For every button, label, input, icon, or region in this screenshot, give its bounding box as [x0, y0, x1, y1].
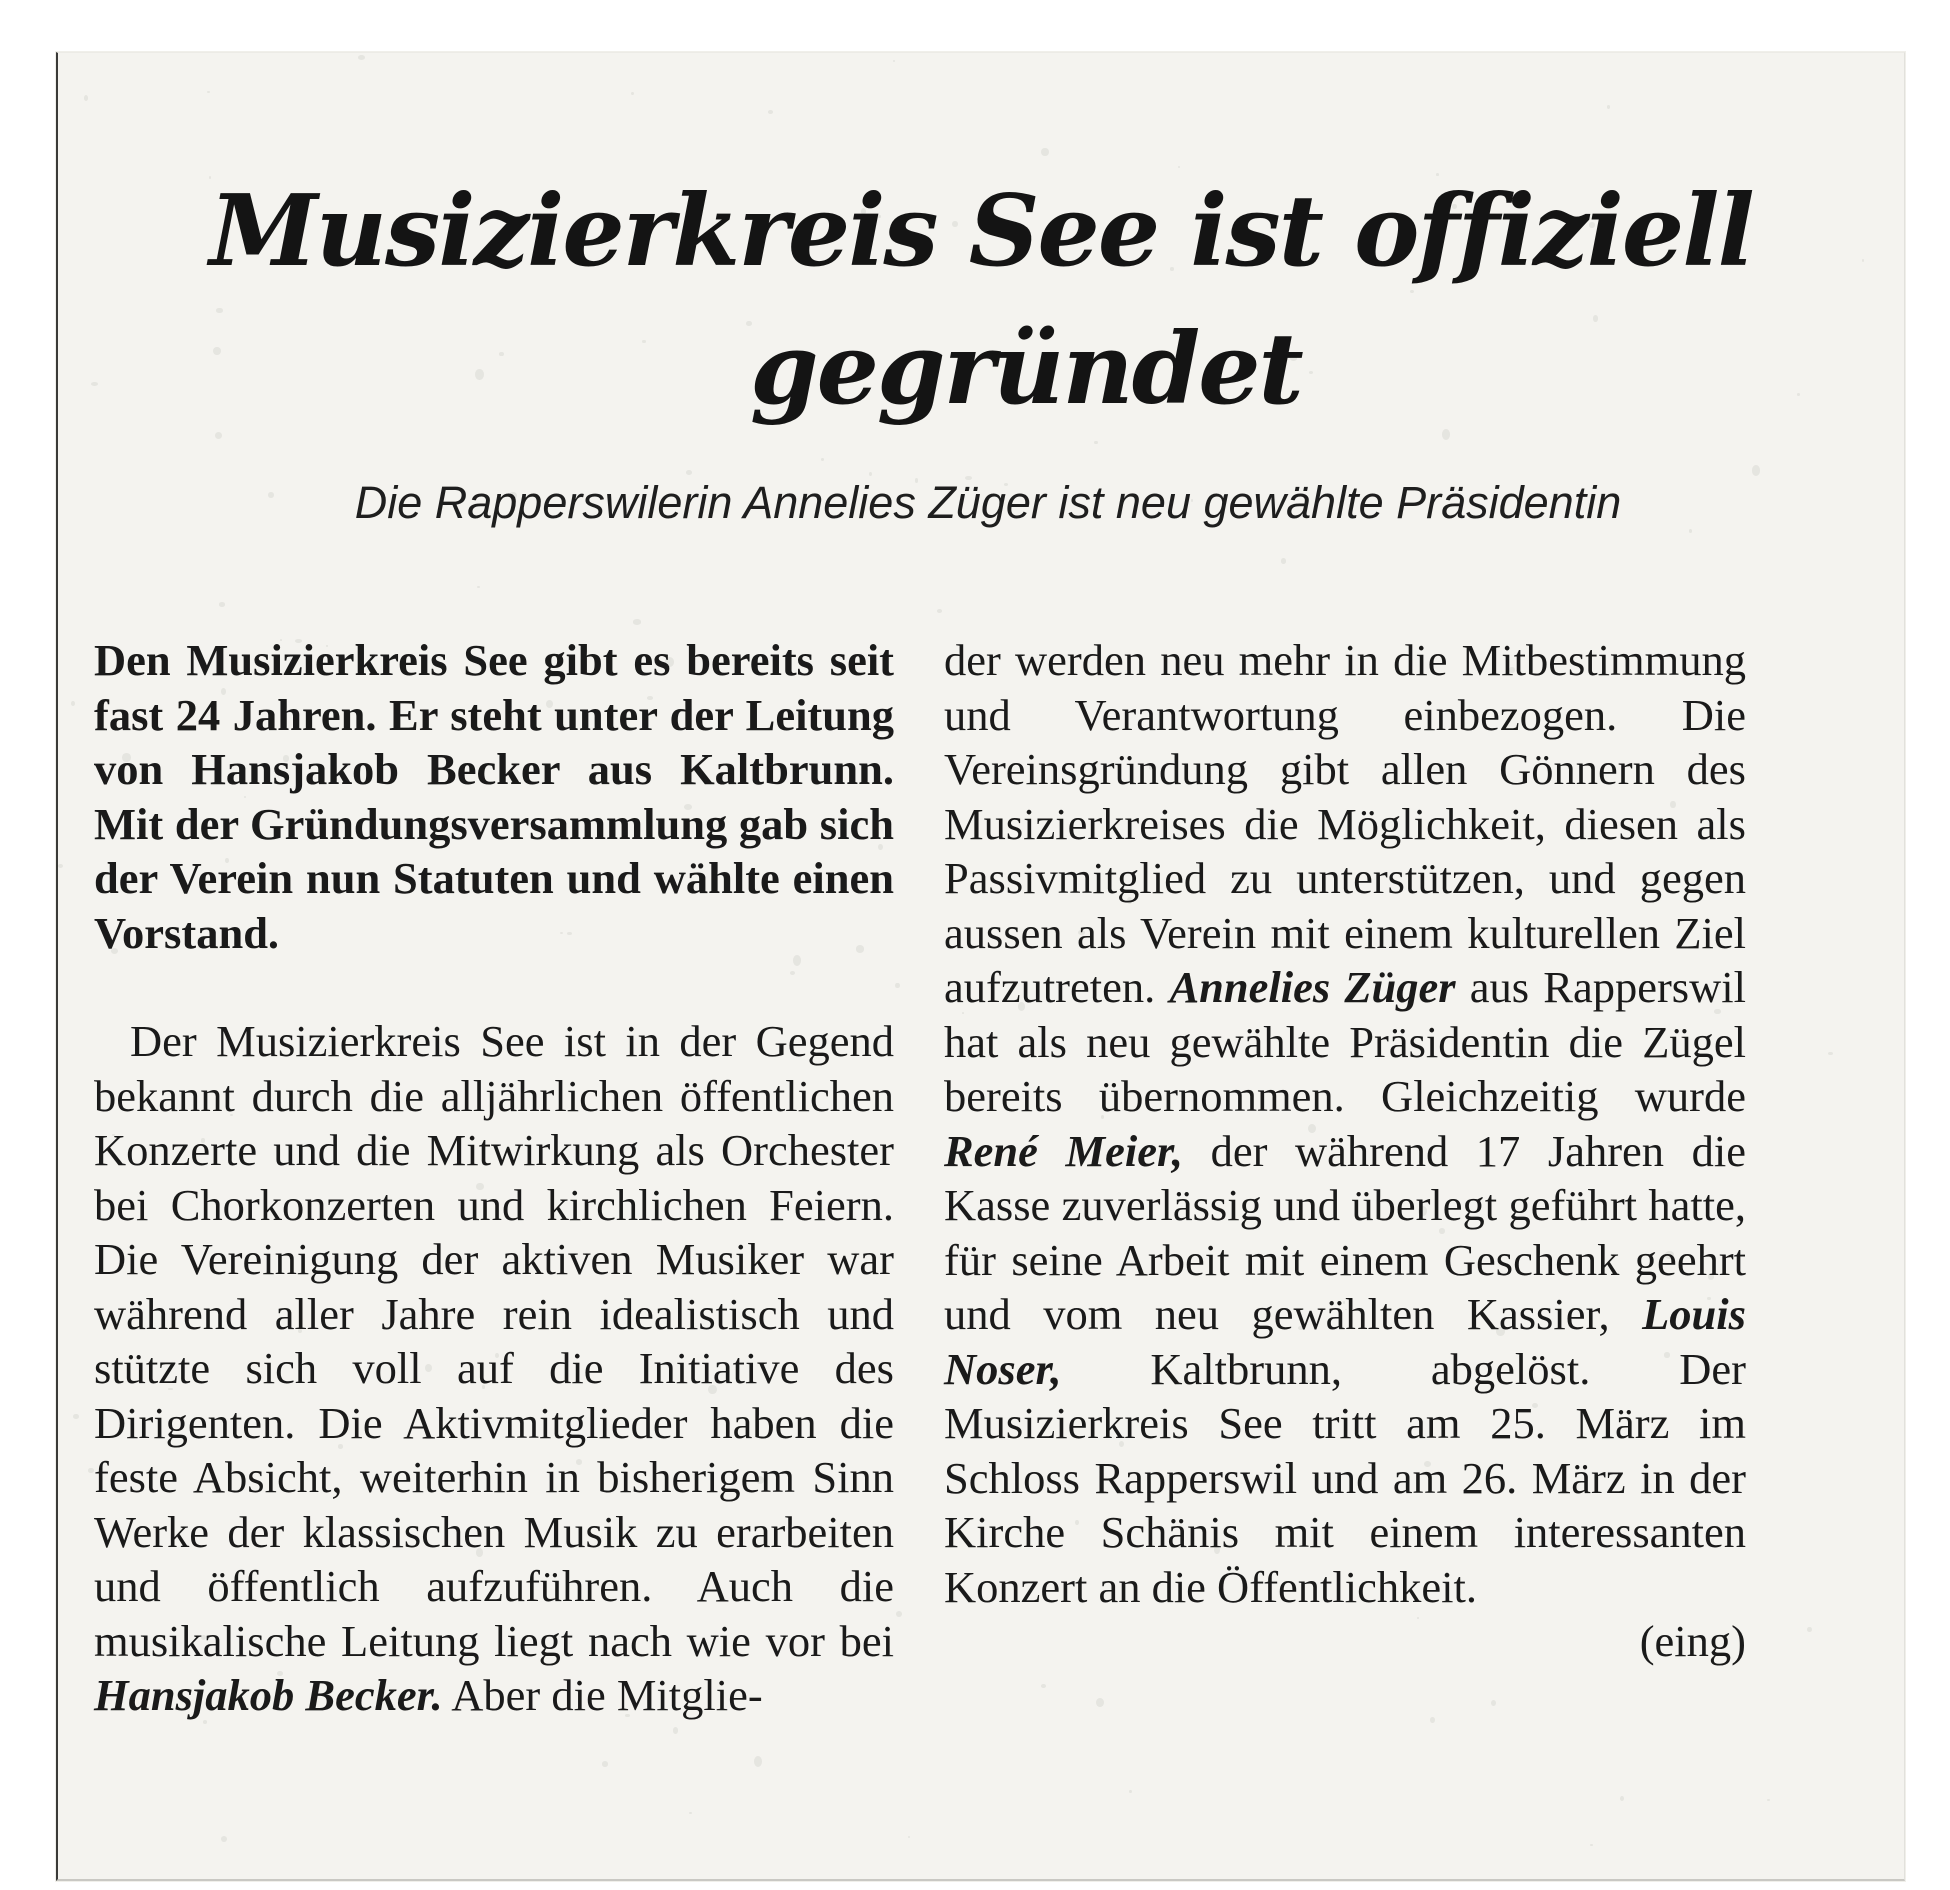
paper-speck: [1807, 1627, 1812, 1633]
paper-speck: [1041, 1684, 1046, 1689]
name-hansjakob-becker: Hansjakob Becker.: [94, 1670, 443, 1720]
paper-speck: [358, 55, 366, 60]
paper-speck: [88, 1468, 93, 1473]
author-signature: (eing): [1639, 1616, 1746, 1666]
subtitle: Die Rapperswilerin Annelies Züger ist neu gewählte Präsidentin: [354, 477, 1622, 528]
paper-speck: [1752, 465, 1761, 476]
paper-speck: [219, 602, 225, 606]
paper-speck: [1620, 1796, 1624, 1801]
paper-speck: [895, 983, 899, 988]
name-louis-noser: Louis Noser,: [944, 1289, 1746, 1394]
paper-speck: [631, 92, 634, 95]
newspaper-clipping: [56, 52, 1905, 1881]
paper-speck: [754, 1756, 762, 1767]
paper-speck: [221, 1836, 227, 1842]
paper-speck: [1094, 441, 1098, 445]
paper-speck: [673, 1727, 678, 1733]
paper-speck: [602, 1761, 608, 1767]
paper-speck: [937, 609, 942, 613]
body-text-left-end: Aber die Mitglie-: [451, 1670, 763, 1720]
paper-speck: [1096, 1698, 1104, 1708]
paper-speck: [768, 110, 773, 114]
paper-speck: [893, 60, 895, 62]
paper-speck: [58, 864, 63, 868]
lead-paragraph: Den Musizierkreis See gibt es bereits seit fast 24 Jahren. Er steht unter der Leitung von Hansjakob Becker aus Kaltbrunn. Mit der Gründungsversammlung gab sich der Verein nun Statuten und wählte einen Vorstand.: [94, 635, 894, 958]
body-text-left: Der Musizierkreis See ist in der Gegend bekannt durch die alljährlichen öffentlichen Konzerte und die Mitwirkung als Orchester bei Chorkonzerten und kirchlichen Feiern. Die Vereinigung der aktiven Musiker war während aller Jahre rein idealistisch und stützte sich voll auf die Initiative des Dirigenten. Die Aktivmitglieder haben die feste Absicht, weiterhin in bisherigem Sinn Werke der klassischen Musik zu erarbeiten und öffentlich aufzuführen. Auch die musikalische Leitung liegt nach wie vor bei: [94, 1016, 894, 1666]
article-column-right: [944, 633, 1746, 1669]
body-paragraph-right: [944, 633, 1746, 1614]
paper-speck: [896, 1611, 902, 1617]
paper-speck: [1607, 105, 1610, 108]
body-text-right-2: aus Rapperswil hat als neu gewählte Präsidentin die Zügel bereits übernommen. Gleichzeitig wurde: [944, 962, 1746, 1121]
headline-line-2: gegründet: [750, 312, 1302, 427]
paper-speck: [207, 91, 210, 93]
body-text-right-4: Kaltbrunn, abgelöst. Der Musizierkreis See tritt am 25. März im Schloss Rapperswil und am 26. März in der Kirche Schänis mit einem interessanten Konzert an die Öffentlichkeit.: [944, 1343, 1746, 1612]
paper-speck: [1041, 148, 1049, 156]
name-annelies-zueger: Annelies Züger: [1169, 962, 1456, 1012]
paper-speck: [1129, 1790, 1132, 1793]
paper-speck: [1767, 1799, 1770, 1801]
paper-speck: [689, 1812, 691, 1814]
paper-speck: [84, 95, 88, 101]
paper-speck: [1828, 1052, 1833, 1055]
body-text-right-1: der werden neu mehr in die Mitbestimmung und Verantwortung einbezogen. Die Vereinsgründung gibt allen Gönnern des Musizierkreises die Möglichkeit, diesen als Passivmitglied zu unterstützen, und gegen aussen als Verein mit einem kulturellen Ziel aufzutreten.: [944, 635, 1746, 1012]
paper-speck: [1281, 558, 1286, 563]
paper-speck: [71, 701, 75, 706]
paper-speck: [1491, 1700, 1496, 1706]
paper-speck: [1590, 1844, 1593, 1846]
paper-speck: [73, 1414, 78, 1419]
paper-speck: [477, 586, 479, 588]
body-paragraph-left: [94, 1014, 894, 1723]
article-column-left: [94, 633, 894, 1723]
headline-line-1: Musizierkreis See ist offiziell: [209, 174, 1753, 289]
paper-speck: [908, 1836, 910, 1838]
body-text-right-3: der während 17 Jahren die Kasse zuverlässig und überlegt geführt hatte, für seine Arbeit mit einem Geschenk geehrt und vom neu gewählten Kassier,: [944, 1125, 1746, 1339]
headline: [58, 163, 1904, 439]
name-rene-meier: René Meier,: [944, 1125, 1183, 1176]
paper-speck: [633, 619, 642, 624]
paper-speck: [821, 458, 824, 461]
paper-speck: [1430, 1717, 1435, 1723]
